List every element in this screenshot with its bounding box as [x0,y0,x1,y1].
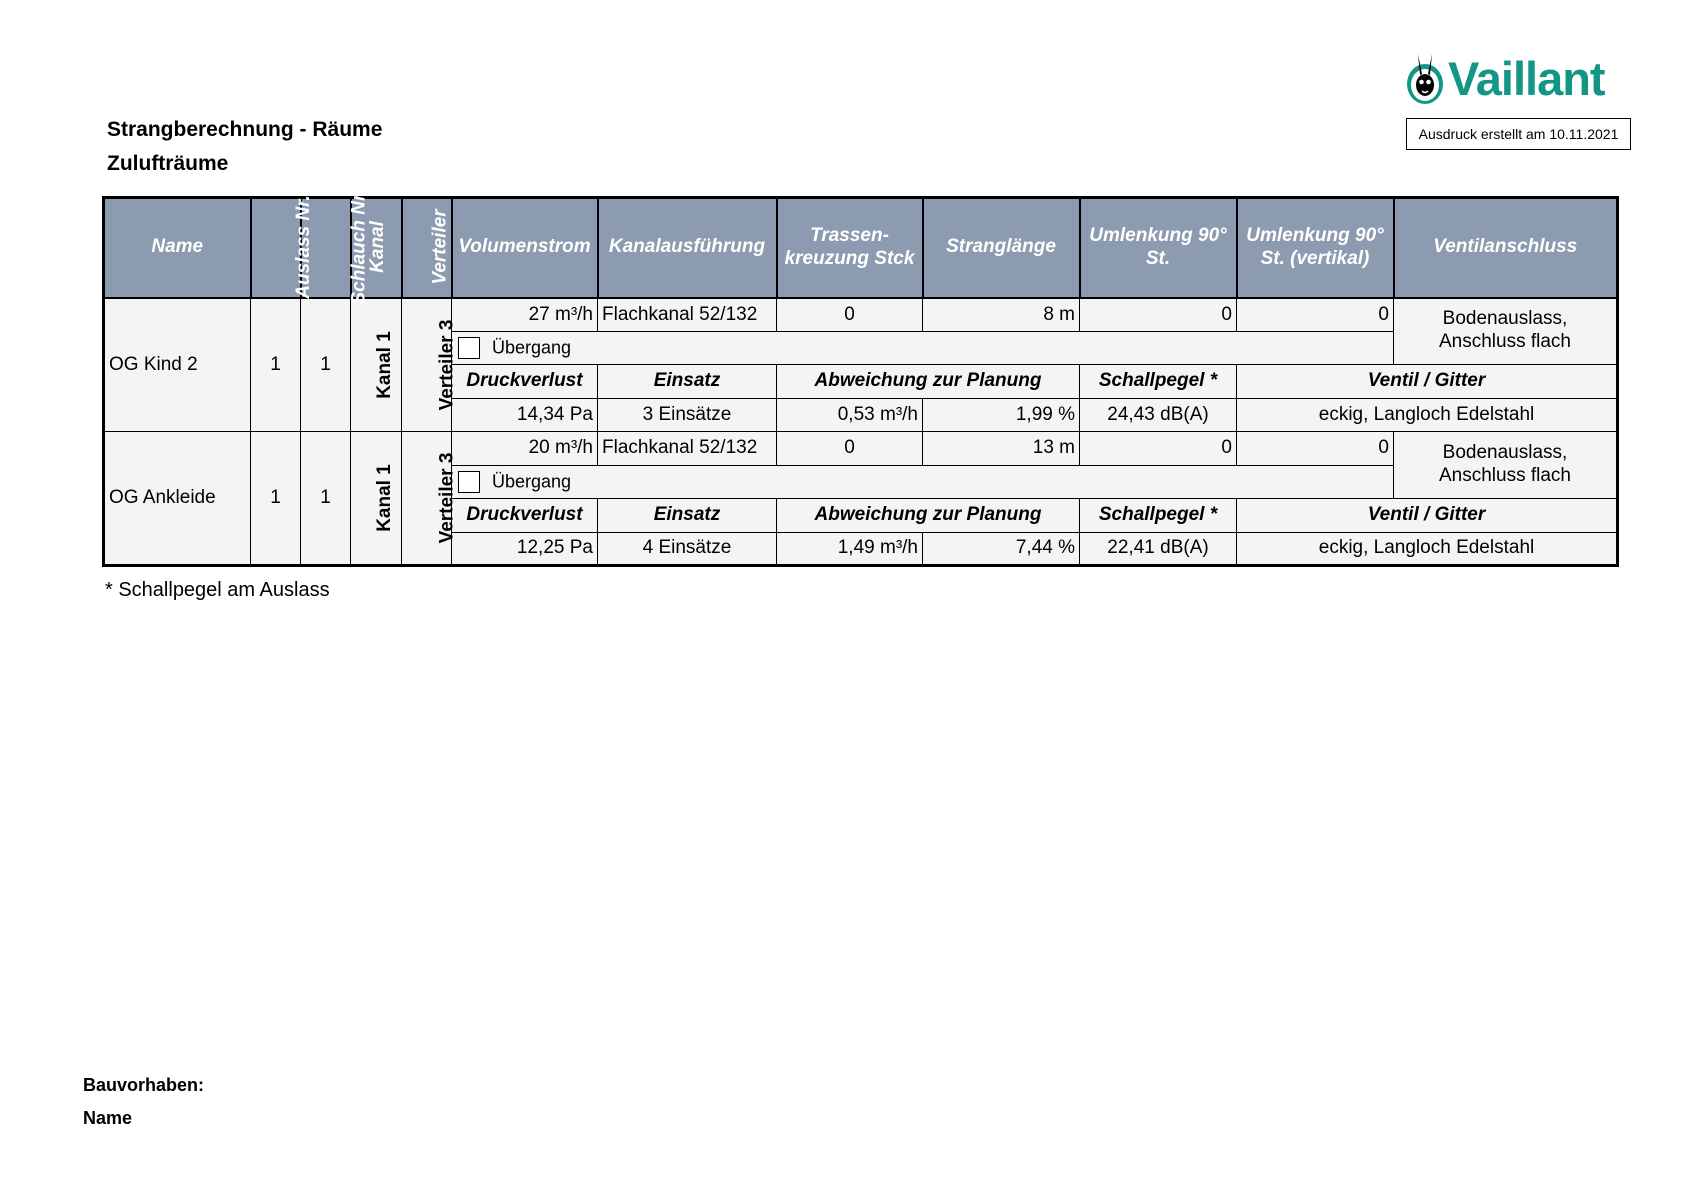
table-header-row [104,198,1618,298]
uebergang-checkbox[interactable] [458,337,480,359]
vaillant-logo [1405,50,1605,106]
abweichung-prozent: 1,99 % [923,398,1080,432]
footer-bauvorhaben: Bauvorhaben: [83,1075,205,1095]
uebergang-row [452,331,1394,365]
verteiler-cell: Verteiler 3 [402,432,452,566]
kanal-cell: Kanal 1 [351,298,402,432]
umlenkung: 0 [1080,432,1237,466]
room-table [102,189,1619,567]
subheader-abweichung: Abweichung zur Planung [777,365,1080,399]
trassenkreuzung: 0 [777,298,923,332]
col-auslass: Auslass Nr. [251,198,301,298]
subheader-druckverlust: Druckverlust [452,499,598,533]
abweichung-prozent: 7,44 % [923,532,1080,566]
umlenkung-vertikal: 0 [1237,298,1394,332]
subheader-einsatz: Einsatz [598,365,777,399]
col-umlenkung: Umlenkung 90° St. [1080,198,1237,298]
page-title: Strangberechnung - Räume [107,118,383,141]
col-schlauch: Schlauch Nr. [301,198,351,298]
kanal-cell: Kanal 1 [351,432,402,566]
schlauch-nr: 1 [301,298,351,432]
room-name: OG Ankleide [104,432,251,566]
table-row [104,432,1618,466]
room-name: OG Kind 2 [104,298,251,432]
trassenkreuzung: 0 [777,432,923,466]
ventilanschluss: Bodenauslass, Anschluss flach [1394,432,1618,499]
uebergang-checkbox[interactable] [458,471,480,493]
schallpegel: 22,41 dB(A) [1080,532,1237,566]
uebergang-label: Übergang [492,337,572,358]
subheader-schallpegel: Schallpegel * [1080,365,1237,399]
umlenkung: 0 [1080,298,1237,332]
subheader-abweichung: Abweichung zur Planung [777,499,1080,533]
volumenstrom: 20 m³/h [452,432,598,466]
ventil-gitter: eckig, Langloch Edelstahl [1237,532,1618,566]
verteiler-cell: Verteiler 3 [402,298,452,432]
druckverlust: 14,34 Pa [452,398,598,432]
col-kanalausfuehrung: Kanalausführung [598,198,777,298]
straenglaenge: 13 m [923,432,1080,466]
hare-icon [1405,50,1445,106]
subheader-ventil-gitter: Ventil / Gitter [1237,499,1618,533]
kanalausfuehrung: Flachkanal 52/132 [598,298,777,332]
footnote: * Schallpegel am Auslass [105,579,330,601]
uebergang-row [452,465,1394,499]
uebergang-label: Übergang [492,471,572,492]
table-row [104,298,1618,332]
col-kanal: Kanal [351,198,402,298]
page-subtitle: Zulufträume [107,152,229,175]
auslass-nr: 1 [251,432,301,566]
col-volumenstrom: Volumenstrom [452,198,598,298]
footer-name: Name [83,1108,133,1128]
col-trassenkreuzung: Trassen-kreuzung Stck [777,198,923,298]
druckverlust: 12,25 Pa [452,532,598,566]
abweichung-volumen: 0,53 m³/h [777,398,923,432]
schlauch-nr: 1 [301,432,351,566]
col-ventilanschluss: Ventilanschluss [1394,198,1618,298]
ventilanschluss: Bodenauslass, Anschluss flach [1394,298,1618,365]
ventil-gitter: eckig, Langloch Edelstahl [1237,398,1618,432]
auslass-nr: 1 [251,298,301,432]
einsatz: 4 Einsätze [598,532,777,566]
volumenstrom: 27 m³/h [452,298,598,332]
subheader-einsatz: Einsatz [598,499,777,533]
subheader-schallpegel: Schallpegel * [1080,499,1237,533]
schallpegel: 24,43 dB(A) [1080,398,1237,432]
kanalausfuehrung: Flachkanal 52/132 [598,432,777,466]
print-date-stamp: Ausdruck erstellt am 10.11.2021 [1406,118,1631,150]
straenglaenge: 8 m [923,298,1080,332]
col-verteiler: Verteiler [402,198,452,298]
umlenkung-vertikal: 0 [1237,432,1394,466]
brand-name: Vaillant [1448,51,1605,105]
abweichung-volumen: 1,49 m³/h [777,532,923,566]
col-name: Name [104,198,251,298]
col-straenglaenge: Stranglänge [923,198,1080,298]
subheader-druckverlust: Druckverlust [452,365,598,399]
col-umlenkung-vertikal: Umlenkung 90° St. (vertikal) [1237,198,1394,298]
einsatz: 3 Einsätze [598,398,777,432]
subheader-ventil-gitter: Ventil / Gitter [1237,365,1618,399]
